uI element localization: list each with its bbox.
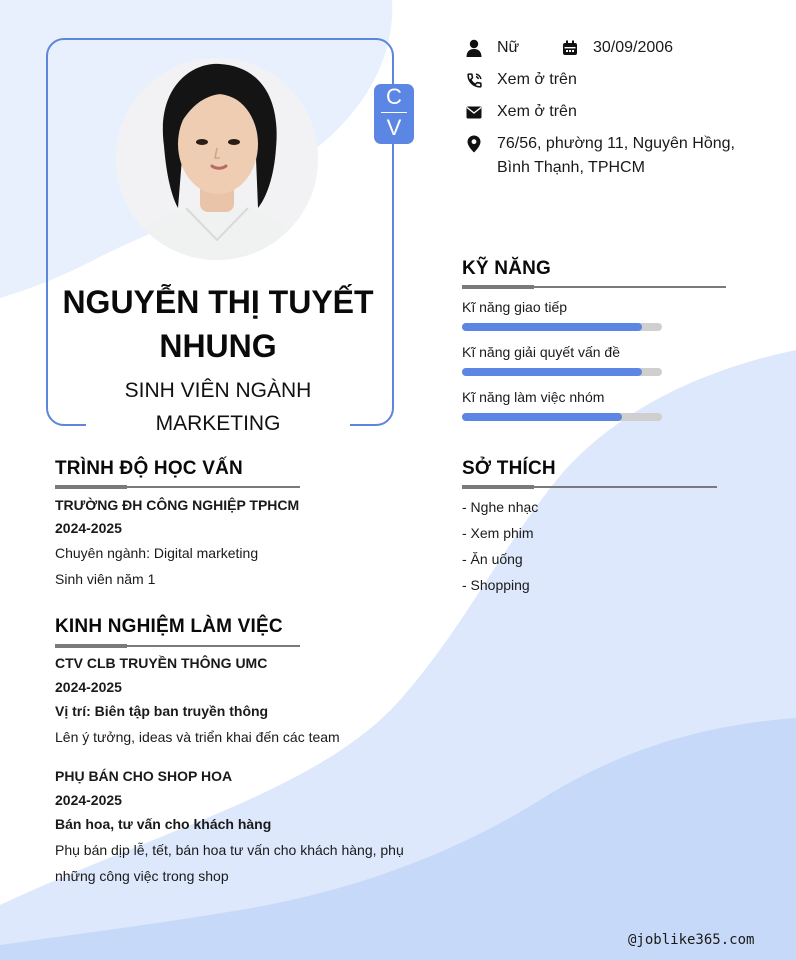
- candidate-name-line2: NHUNG: [159, 328, 277, 364]
- skill-label: Kĩ năng giao tiếp: [462, 299, 568, 315]
- education-rule: [55, 486, 300, 488]
- skill-bar: [462, 368, 662, 376]
- skill-label: Kĩ năng làm việc nhóm: [462, 389, 605, 405]
- candidate-title-line1: SINH VIÊN NGÀNH: [124, 379, 312, 402]
- hobby-item: - Nghe nhạc: [462, 499, 539, 515]
- address-line1: 76/56, phường 11, Nguyên Hồng,: [497, 135, 735, 152]
- person-icon: [464, 36, 484, 60]
- email-value: Xem ở trên: [497, 103, 577, 120]
- job-role: Bán hoa, tư vấn cho khách hàng: [55, 816, 272, 832]
- skills-rule: [462, 286, 726, 288]
- skill-bar-fill: [462, 368, 642, 376]
- cv-badge-top: C: [386, 84, 402, 109]
- skill-bar: [462, 323, 662, 331]
- job-years: 2024-2025: [55, 792, 122, 808]
- candidate-name: [46, 280, 390, 368]
- hobbies-heading: SỞ THÍCH: [462, 458, 556, 479]
- job-desc: Phụ bán dịp lễ, tết, bán hoa tư vấn cho khách hàng, phụ: [55, 842, 404, 858]
- candidate-title: [46, 374, 390, 440]
- education-school: TRƯỜNG ĐH CÔNG NGHIỆP TPHCM: [55, 497, 300, 513]
- education-years: 2024-2025: [55, 520, 122, 536]
- mail-icon: [464, 100, 484, 124]
- hobbies-rule: [462, 486, 717, 488]
- cv-badge: [374, 84, 414, 144]
- education-status: Sinh viên năm 1: [55, 571, 156, 587]
- contact-email-row: [464, 100, 577, 124]
- address-value: [497, 132, 735, 180]
- profile-photo: [116, 58, 318, 260]
- skill-label: Kĩ năng giải quyết vấn đề: [462, 344, 621, 360]
- skills-heading: KỸ NĂNG: [462, 258, 552, 279]
- gender-value: Nữ: [497, 39, 520, 56]
- hobby-item: - Xem phim: [462, 525, 534, 541]
- candidate-name-line1: NGUYỄN THỊ TUYẾT: [62, 284, 374, 320]
- skill-bar-fill: [462, 413, 622, 421]
- phone-icon: [464, 68, 484, 92]
- job-desc: Lên ý tưởng, ideas và triển khai đến các team: [55, 729, 340, 745]
- job-org: PHỤ BÁN CHO SHOP HOA: [55, 768, 233, 784]
- skill-bar: [462, 413, 662, 421]
- footer-watermark: @joblike365.com: [628, 932, 755, 948]
- calendar-icon: [560, 36, 580, 60]
- candidate-title-line2: MARKETING: [155, 412, 281, 435]
- location-pin-icon: [464, 132, 484, 156]
- birthday-value: 30/09/2006: [593, 39, 674, 56]
- contact-gender-row: [464, 36, 519, 60]
- address-line2: Bình Thạnh, TPHCM: [497, 159, 645, 176]
- experience-rule: [55, 645, 300, 647]
- contact-phone-row: [464, 68, 577, 92]
- hobby-item: - Shopping: [462, 577, 530, 593]
- skill-bar-fill: [462, 323, 642, 331]
- contact-address-row: [464, 132, 735, 180]
- job-desc: những công việc trong shop: [55, 868, 229, 884]
- job-years: 2024-2025: [55, 679, 122, 695]
- phone-value: Xem ở trên: [497, 71, 577, 88]
- hobby-item: - Ăn uống: [462, 551, 523, 567]
- education-heading: TRÌNH ĐỘ HỌC VẤN: [55, 458, 243, 479]
- experience-heading: KINH NGHIỆM LÀM VIỆC: [55, 616, 283, 637]
- job-org: CTV CLB TRUYỀN THÔNG UMC: [55, 655, 268, 671]
- job-role: Vị trí: Biên tập ban truyền thông: [55, 703, 269, 719]
- education-major: Chuyên ngành: Digital marketing: [55, 545, 259, 561]
- contact-birthday-row: [560, 36, 673, 60]
- cv-badge-bottom: V: [386, 115, 402, 140]
